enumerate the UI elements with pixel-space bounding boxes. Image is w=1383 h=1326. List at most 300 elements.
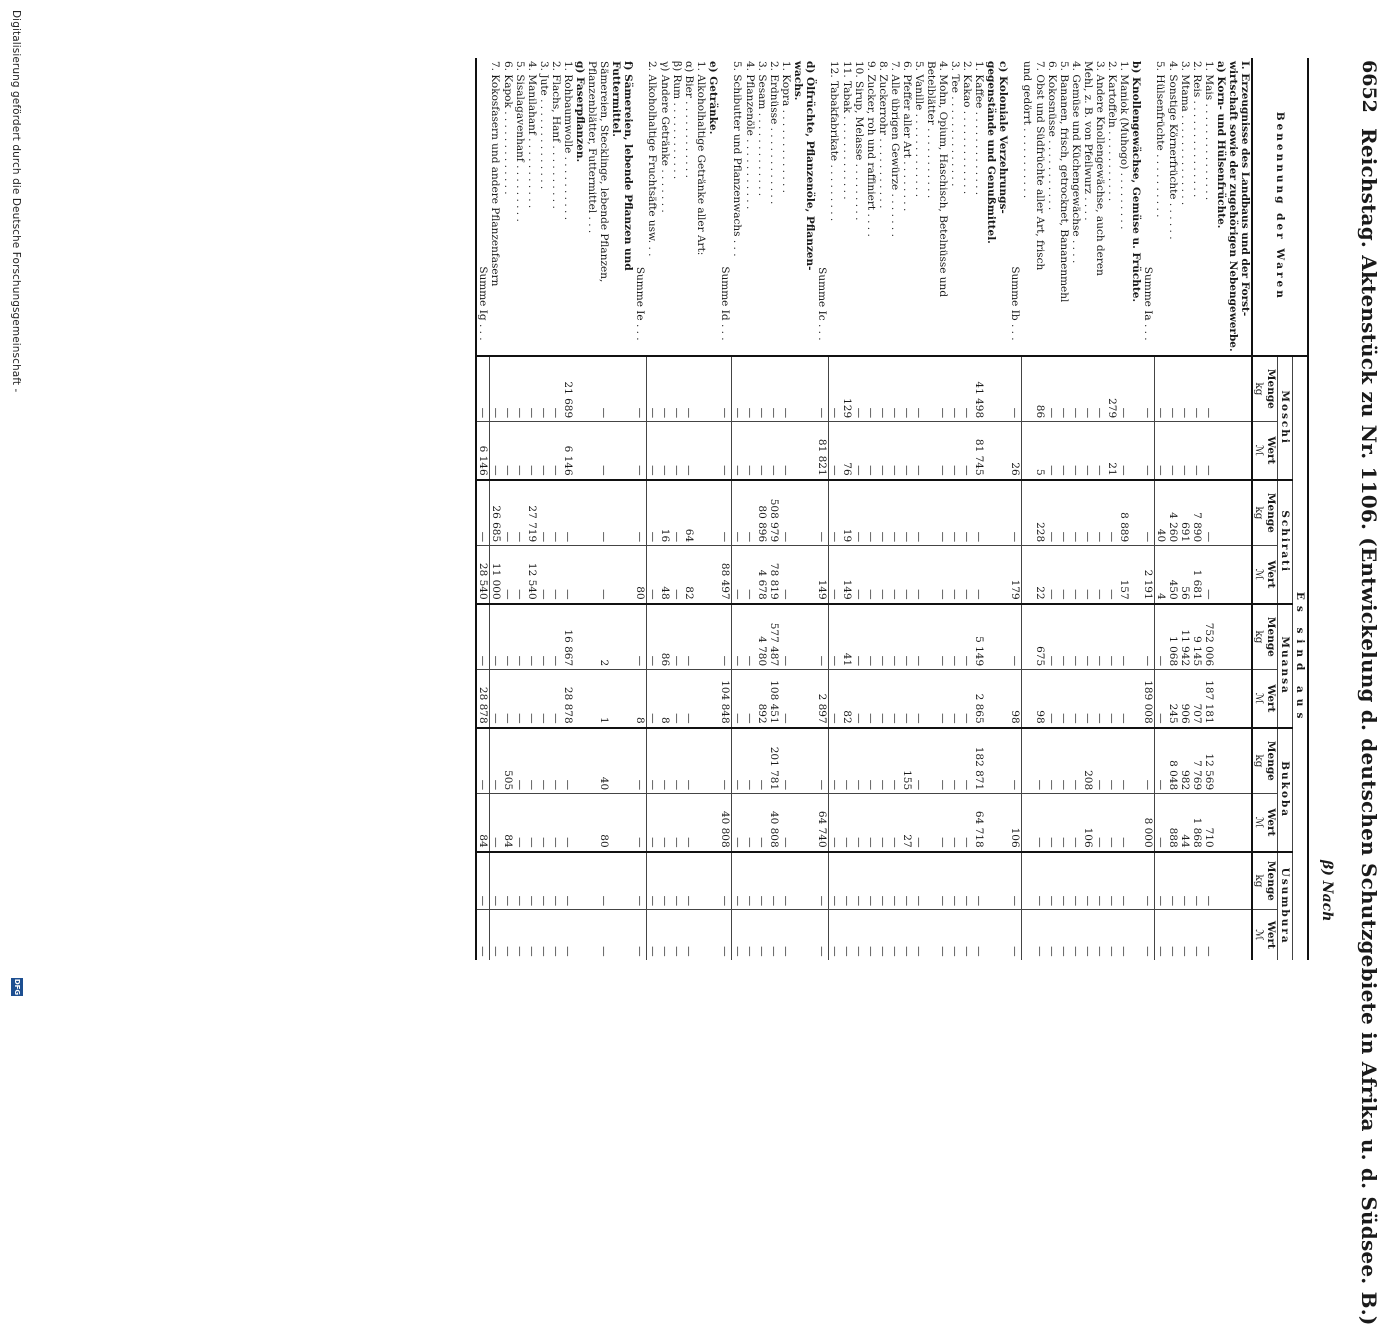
- sum-row: [1009, 58, 1022, 960]
- empty-cell: [804, 604, 816, 670]
- cell-value: 8: [659, 670, 671, 728]
- cell-value: —: [732, 670, 745, 728]
- empty-cell: [997, 670, 1009, 728]
- empty-cell: [804, 794, 816, 852]
- cell-value: —: [1058, 852, 1070, 910]
- table-row: [659, 58, 671, 960]
- table-row: [1179, 58, 1191, 960]
- cell-value: —: [1058, 728, 1070, 794]
- cell-value: [1022, 356, 1035, 422]
- cell-value: 228: [1034, 480, 1046, 546]
- cell-value: —: [1155, 852, 1168, 910]
- cell-value: 28 878: [562, 670, 574, 728]
- cell-value: 149: [841, 546, 853, 604]
- cell-value: —: [901, 670, 913, 728]
- cell-value: —: [490, 852, 503, 910]
- cell-value: —: [562, 910, 574, 960]
- cell-value: —: [1070, 546, 1082, 604]
- cell-value: —: [1142, 910, 1155, 960]
- cell-value: —: [913, 604, 925, 670]
- cell-value: —: [634, 356, 647, 422]
- table-row: [1022, 58, 1035, 960]
- cell-value: —: [502, 480, 514, 546]
- empty-cell: [707, 670, 719, 728]
- table-row: [913, 58, 925, 960]
- cell-value: —: [780, 670, 792, 728]
- cell-value: —: [1058, 356, 1070, 422]
- category-row: [997, 58, 1009, 960]
- category-row: [1227, 58, 1239, 960]
- empty-cell: [707, 546, 719, 604]
- cell-value: —: [853, 546, 865, 604]
- cell-value: —: [1058, 910, 1070, 960]
- table-row: [683, 58, 695, 960]
- cell-value: —: [1070, 670, 1082, 728]
- menge-unit-header: [1252, 480, 1278, 546]
- cell-value: 157: [1118, 546, 1130, 604]
- cell-value: —: [1070, 604, 1082, 670]
- empty-cell: [622, 670, 634, 728]
- cell-value: —: [719, 852, 732, 910]
- empty-cell: [1130, 356, 1142, 422]
- cell-value: —: [961, 356, 973, 422]
- table-row: [1058, 58, 1070, 960]
- table-row: [526, 58, 538, 960]
- cell-value: —: [877, 852, 889, 910]
- row-label: 1. Kaffee . . . . . . . . . . . . .: [973, 61, 985, 196]
- cell-value: 78 819: [768, 546, 780, 604]
- cell-value: —: [865, 728, 877, 794]
- place-usumbura: Usumbura: [1278, 852, 1293, 960]
- cell-value: —: [659, 910, 671, 960]
- cell-value: [1022, 852, 1035, 910]
- cell-value: —: [634, 480, 647, 546]
- table-row: [756, 58, 768, 960]
- wert-unit-header: [1252, 422, 1278, 480]
- cell-value: [586, 728, 598, 794]
- cell-value: —: [1155, 670, 1168, 728]
- cell-value: —: [647, 794, 660, 852]
- empty-cell: [985, 794, 997, 852]
- row-label: γ) Andere Getränke . . . . . . .: [659, 61, 671, 213]
- empty-cell: [622, 356, 634, 422]
- category-row: [792, 58, 804, 960]
- cell-value: [695, 480, 707, 546]
- empty-cell: [1239, 356, 1252, 422]
- table-row: [1034, 58, 1046, 960]
- row-label: 5. Schibutter und Pflanzenwachs . . .: [731, 61, 744, 257]
- cell-value: [925, 480, 937, 546]
- cell-value: —: [961, 910, 973, 960]
- cell-value: [1022, 910, 1035, 960]
- cell-value: —: [937, 728, 949, 794]
- cell-value: —: [1203, 546, 1215, 604]
- row-label: 1. Rohbaumwolle . . . . . . . . . .: [562, 61, 574, 221]
- table-row: [961, 58, 973, 960]
- cell-value: —: [1203, 852, 1215, 910]
- cell-value: —: [816, 910, 829, 960]
- cell-value: —: [550, 480, 562, 546]
- cell-value: —: [937, 910, 949, 960]
- cell-value: 8 000: [1142, 794, 1155, 852]
- cell-value: —: [502, 422, 514, 480]
- cell-value: 189 008: [1142, 670, 1155, 728]
- cell-value: —: [514, 546, 526, 604]
- row-label: 6. Pfeffer aller Art . . . . . . . .: [901, 61, 913, 212]
- empty-cell: [707, 604, 719, 670]
- empty-cell: [792, 728, 804, 794]
- row-label: α) Bier . . . . . . . . . . . .: [683, 61, 695, 178]
- cell-value: 64 718: [973, 794, 985, 852]
- cell-value: —: [889, 604, 901, 670]
- cell-value: —: [1070, 356, 1082, 422]
- col-es-sind-aus: Es sind aus: [1293, 356, 1309, 960]
- cell-value: [586, 356, 598, 422]
- sum-row: [719, 58, 732, 960]
- cell-value: —: [647, 480, 660, 546]
- cell-value: —: [829, 480, 842, 546]
- cell-value: —: [1167, 422, 1179, 480]
- cell-value: —: [937, 546, 949, 604]
- cell-value: —: [671, 728, 683, 794]
- cell-value: —: [719, 422, 732, 480]
- cell-value: —: [476, 480, 490, 546]
- empty-cell: [1239, 670, 1252, 728]
- cell-value: —: [514, 910, 526, 960]
- cell-value: —: [949, 356, 961, 422]
- table-row: [732, 58, 745, 960]
- empty-cell: [1130, 728, 1142, 794]
- cell-value: —: [490, 910, 503, 960]
- row-label: 2. Flachs, Hanf . . . . . . . . . .: [550, 61, 562, 209]
- cell-value: —: [744, 794, 756, 852]
- place-muansa: Muansa: [1278, 604, 1293, 728]
- row-label: 10. Sirup, Melasse . . . . . . . . .: [853, 61, 865, 221]
- cell-value: —: [841, 728, 853, 794]
- cell-value: —: [1155, 356, 1168, 422]
- cell-value: —: [865, 480, 877, 546]
- cell-value: —: [526, 794, 538, 852]
- cell-value: —: [1179, 852, 1191, 910]
- cell-value: —: [1203, 480, 1215, 546]
- cell-value: 892: [756, 670, 768, 728]
- cell-value: 64: [683, 480, 695, 546]
- cell-value: —: [1070, 910, 1082, 960]
- empty-cell: [1227, 728, 1239, 794]
- cell-value: —: [598, 852, 610, 910]
- cell-value: 81 821: [816, 422, 829, 480]
- col-benennung: Benennung der Waren: [1252, 58, 1308, 356]
- cell-value: —: [1142, 422, 1155, 480]
- cell-value: —: [634, 422, 647, 480]
- cell-value: —: [853, 480, 865, 546]
- cell-value: —: [683, 728, 695, 794]
- cell-value: —: [961, 480, 973, 546]
- cell-value: 28 878: [476, 670, 490, 728]
- cell-value: —: [719, 480, 732, 546]
- cell-value: —: [1191, 910, 1203, 960]
- cell-value: —: [1070, 728, 1082, 794]
- empty-cell: [985, 728, 997, 794]
- cell-value: —: [1046, 670, 1058, 728]
- cell-value: 21 689: [562, 356, 574, 422]
- empty-cell: [1227, 604, 1239, 670]
- cell-value: —: [683, 910, 695, 960]
- digitization-note: [0, 0, 28, 1000]
- cell-value: —: [1058, 794, 1070, 852]
- cell-value: [695, 356, 707, 422]
- row-label: g) Faserpflanzen.: [574, 61, 586, 163]
- empty-cell: [574, 670, 586, 728]
- cell-value: 7 769: [1191, 728, 1203, 794]
- cell-value: —: [853, 670, 865, 728]
- table-row: [768, 58, 780, 960]
- cell-value: 12 569: [1203, 728, 1215, 794]
- row-label: Summe Ie . . .: [634, 266, 646, 341]
- empty-cell: [804, 728, 816, 794]
- cell-value: —: [634, 852, 647, 910]
- cell-value: —: [780, 728, 792, 794]
- empty-cell: [707, 910, 719, 960]
- cell-value: 4 678: [756, 546, 768, 604]
- cell-value: —: [816, 356, 829, 422]
- cell-value: —: [1118, 670, 1130, 728]
- cell-value: —: [659, 422, 671, 480]
- cell-value: —: [1058, 546, 1070, 604]
- cell-value: 675: [1034, 604, 1046, 670]
- cell-value: —: [502, 356, 514, 422]
- row-label: 3. Mtama . . . . . . . . . . . . . .: [1179, 61, 1191, 206]
- unit-label: ℳ: [1253, 816, 1265, 828]
- row-label: Futtermittel.: [610, 61, 622, 137]
- cell-value: —: [550, 852, 562, 910]
- cell-value: [695, 546, 707, 604]
- page-subtitle: β) Nach: [1319, 860, 1335, 922]
- cell-value: 710: [1203, 794, 1215, 852]
- row-label: 4. Pflanzenöle . . . . . . . . . . .: [744, 61, 756, 210]
- cell-value: —: [550, 356, 562, 422]
- page-header: [1347, 60, 1383, 1326]
- cell-value: —: [973, 852, 985, 910]
- cell-value: —: [841, 794, 853, 852]
- row-label: 4. Mohn, Opium, Haschisch, Betelnüsse und: [937, 61, 949, 298]
- cell-value: —: [961, 728, 973, 794]
- cell-value: —: [1106, 480, 1118, 546]
- table-row: [1191, 58, 1203, 960]
- cell-value: [1022, 422, 1035, 480]
- empty-cell: [1239, 604, 1252, 670]
- empty-cell: [707, 422, 719, 480]
- cell-value: 707: [1191, 670, 1203, 728]
- empty-cell: [622, 852, 634, 910]
- cell-value: —: [829, 356, 842, 422]
- empty-cell: [985, 910, 997, 960]
- cell-value: 8 889: [1118, 480, 1130, 546]
- empty-cell: [1130, 480, 1142, 546]
- cell-value: —: [889, 356, 901, 422]
- row-label: 2. Erdnüsse . . . . . . . . . . . .: [768, 61, 780, 205]
- table-body: [476, 58, 1252, 960]
- cell-value: 7 890: [1191, 480, 1203, 546]
- cell-value: —: [1070, 480, 1082, 546]
- cell-value: [586, 604, 598, 670]
- cell-value: 2 191: [1142, 546, 1155, 604]
- empty-cell: [1227, 480, 1239, 546]
- cell-value: —: [961, 422, 973, 480]
- cell-value: —: [526, 604, 538, 670]
- cell-value: —: [949, 546, 961, 604]
- cell-value: —: [732, 422, 745, 480]
- empty-cell: [792, 422, 804, 480]
- cell-value: 56: [1179, 546, 1191, 604]
- cell-value: 41 498: [973, 356, 985, 422]
- row-label: 9. Zucker, roh und raffiniert . . . .: [865, 61, 877, 237]
- cell-value: —: [1191, 356, 1203, 422]
- empty-cell: [1227, 546, 1239, 604]
- empty-cell: [985, 852, 997, 910]
- cell-value: —: [901, 356, 913, 422]
- cell-value: —: [538, 546, 550, 604]
- cell-value: —: [502, 910, 514, 960]
- wert-label: Wert: [1265, 808, 1277, 837]
- empty-cell: [574, 852, 586, 910]
- table-row: [829, 58, 842, 960]
- cell-value: —: [889, 852, 901, 910]
- cell-value: —: [973, 546, 985, 604]
- cell-value: —: [1118, 728, 1130, 794]
- place-bukoba: Bukoba: [1278, 728, 1293, 852]
- cell-value: —: [732, 480, 745, 546]
- cell-value: —: [780, 546, 792, 604]
- cell-value: —: [647, 356, 660, 422]
- empty-cell: [997, 356, 1009, 422]
- cell-value: —: [865, 794, 877, 852]
- cell-value: —: [829, 670, 842, 728]
- cell-value: —: [490, 670, 503, 728]
- cell-value: —: [526, 356, 538, 422]
- row-label: 3. Andere Knollengewächse, auch deren: [1094, 61, 1106, 276]
- table-row: [889, 58, 901, 960]
- cell-value: —: [816, 480, 829, 546]
- empty-cell: [1130, 852, 1142, 910]
- table-row: [780, 58, 792, 960]
- empty-cell: [622, 604, 634, 670]
- cell-value: —: [1118, 356, 1130, 422]
- cell-value: [1022, 670, 1035, 728]
- cell-value: [586, 422, 598, 480]
- cell-value: —: [659, 356, 671, 422]
- cell-value: —: [647, 728, 660, 794]
- cell-value: 16: [659, 480, 671, 546]
- cell-value: 106: [1082, 794, 1094, 852]
- cell-value: 4 780: [756, 604, 768, 670]
- cell-value: [1022, 546, 1035, 604]
- cell-value: —: [816, 604, 829, 670]
- empty-cell: [622, 546, 634, 604]
- table-row: [1155, 58, 1168, 960]
- cell-value: —: [841, 852, 853, 910]
- cell-value: 40: [598, 728, 610, 794]
- cell-value: —: [744, 852, 756, 910]
- wert-label: Wert: [1265, 920, 1277, 949]
- empty-cell: [574, 356, 586, 422]
- cell-value: [695, 910, 707, 960]
- unit-label: kg: [1253, 506, 1265, 520]
- cell-value: —: [1082, 604, 1094, 670]
- cell-value: 80 896: [756, 480, 768, 546]
- cell-value: —: [949, 670, 961, 728]
- cell-value: —: [1094, 728, 1106, 794]
- empty-cell: [997, 852, 1009, 910]
- cell-value: —: [1094, 546, 1106, 604]
- cell-value: 9 145: [1191, 604, 1203, 670]
- cell-value: —: [719, 728, 732, 794]
- cell-value: —: [476, 728, 490, 794]
- cell-value: —: [647, 670, 660, 728]
- cell-value: —: [1167, 356, 1179, 422]
- cell-value: —: [1046, 728, 1058, 794]
- row-label: 7. Kokosfasern und andere Pflanzenfasern: [489, 61, 502, 287]
- cell-value: —: [490, 356, 503, 422]
- wert-unit-header: [1252, 546, 1278, 604]
- category-row: [1215, 58, 1227, 960]
- cell-value: —: [889, 422, 901, 480]
- cell-value: —: [1070, 852, 1082, 910]
- empty-cell: [610, 670, 622, 728]
- cell-value: 691: [1179, 480, 1191, 546]
- row-label: b) Knollengewächse, Gemüse u. Früchte.: [1130, 61, 1142, 303]
- empty-cell: [997, 728, 1009, 794]
- cell-value: —: [973, 910, 985, 960]
- row-label: 1. Maniok (Muhogo) . . . . . . . . .: [1118, 61, 1130, 230]
- cell-value: [695, 670, 707, 728]
- cell-value: —: [490, 794, 503, 852]
- cell-value: 40 808: [768, 794, 780, 852]
- row-label: 7. Alle übrigen Gewürze . . . . . . .: [889, 61, 901, 237]
- cell-value: 86: [1034, 356, 1046, 422]
- cell-value: —: [647, 604, 660, 670]
- cell-value: —: [732, 546, 745, 604]
- cell-value: —: [756, 422, 768, 480]
- empty-cell: [997, 546, 1009, 604]
- cell-value: —: [514, 480, 526, 546]
- cell-value: —: [732, 356, 745, 422]
- row-label: Summe Ig . . .: [476, 58, 490, 356]
- cell-value: —: [877, 794, 889, 852]
- table-row: [1167, 58, 1179, 960]
- cell-value: —: [671, 670, 683, 728]
- cell-value: —: [1094, 356, 1106, 422]
- cell-value: —: [744, 670, 756, 728]
- cell-value: —: [1034, 910, 1046, 960]
- cell-value: —: [829, 794, 842, 852]
- empty-cell: [1227, 356, 1239, 422]
- empty-cell: [985, 670, 997, 728]
- empty-cell: [610, 356, 622, 422]
- cell-value: 81 745: [973, 422, 985, 480]
- cell-value: —: [1034, 852, 1046, 910]
- table-row: [538, 58, 550, 960]
- table-row: [1094, 58, 1106, 960]
- cell-value: —: [913, 670, 925, 728]
- cell-value: —: [732, 728, 745, 794]
- cell-value: —: [829, 604, 842, 670]
- cell-value: —: [490, 728, 503, 794]
- cell-value: —: [550, 604, 562, 670]
- empty-cell: [1215, 480, 1227, 546]
- cell-value: —: [562, 480, 574, 546]
- cell-value: —: [1142, 480, 1155, 546]
